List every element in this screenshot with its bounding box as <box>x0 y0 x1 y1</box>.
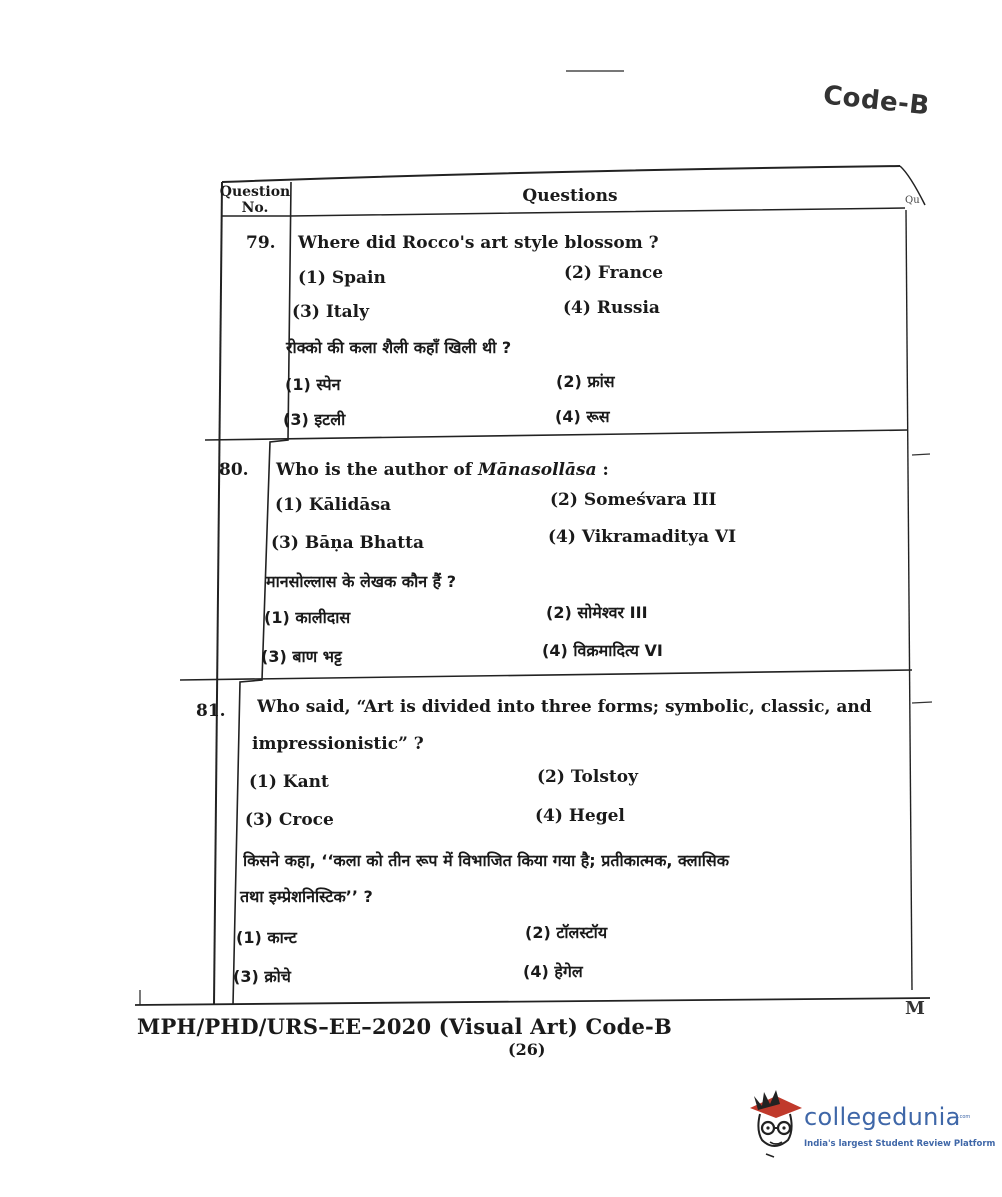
q80-text-title: Mānasollāsa <box>477 460 597 480</box>
question-81-text-line1: Who said, “Art is divided into three forms; symbolic, classic, and <box>257 697 872 717</box>
q80-hindi-option-4: (4) विक्रमादित्य VI <box>542 641 663 660</box>
q81-option-1: (1) Kant <box>249 772 329 792</box>
watermark-tagline: India's largest Student Review Platform <box>804 1139 996 1149</box>
q80-option-4: (4) Vikramaditya VI <box>548 527 737 547</box>
q81-hindi-option-4: (4) हेगेल <box>523 962 583 981</box>
q79-option-1: (1) Spain <box>298 268 386 288</box>
q81-option-3: (3) Croce <box>245 810 334 830</box>
q79-hindi-option-4: (4) रूस <box>555 407 610 426</box>
q79-hindi-option-1: (1) स्पेन <box>285 375 341 394</box>
question-80-hindi-text: मानसोल्लास के लेखक कौन हैं ? <box>266 572 457 591</box>
q81-hindi-option-2: (2) टॉलस्टॉय <box>525 923 608 942</box>
question-80-text <box>276 460 609 480</box>
q80-option-1: (1) Kālidāsa <box>275 495 392 515</box>
paper-code-label: Code-B <box>821 80 932 122</box>
watermark-brand: collegedunia <box>804 1103 961 1131</box>
q81-option-4: (4) Hegel <box>535 806 625 826</box>
adjacent-page-header-fragment: Qu <box>905 195 920 206</box>
mascot-icon <box>744 1090 806 1160</box>
question-79-hindi-text: रोक्को की कला शैली कहाँ खिली थी ? <box>286 338 512 357</box>
q81-hindi-option-3: (3) क्रोचे <box>233 967 291 986</box>
question-number-81: 81. <box>196 701 226 721</box>
q79-hindi-option-2: (2) फ्रांस <box>556 372 615 391</box>
q79-option-2: (2) France <box>564 263 664 283</box>
q79-option-4: (4) Russia <box>563 298 660 318</box>
q80-hindi-option-1: (1) कालीदास <box>264 608 351 627</box>
question-81-text-line2: impressionistic” ? <box>252 734 424 754</box>
q81-option-2: (2) Tolstoy <box>537 767 638 787</box>
column-header-question-no <box>219 184 291 216</box>
column-header-qno-line2: No. <box>241 200 269 216</box>
q80-text-suffix: : <box>596 460 609 480</box>
q80-option-3: (3) Bāṇa Bhatta <box>271 533 424 553</box>
column-header-questions: Questions <box>522 186 618 206</box>
column-header-qno-line1: Question <box>219 184 291 200</box>
q80-hindi-option-2: (2) सोमेश्वर III <box>546 603 648 622</box>
question-number-80: 80. <box>219 460 249 480</box>
q81-hindi-option-1: (1) कान्ट <box>236 928 297 947</box>
question-79-text: Where did Rocco's art style blossom ? <box>298 233 659 253</box>
q80-text-prefix: Who is the author of <box>276 460 478 480</box>
question-81-hindi-line1: किसने कहा, ‘‘कला को तीन रूप में विभाजित किया गया है; प्रतीकात्मक, क्लासिक <box>243 851 730 870</box>
question-number-79: 79. <box>246 233 276 253</box>
adjacent-page-footer-fragment: M <box>905 998 925 1019</box>
q80-option-2: (2) Someśvara III <box>550 490 717 510</box>
watermark-domain: .com <box>958 1114 971 1120</box>
exam-footer: MPH/PHD/URS–EE–2020 (Visual Art) Code-B <box>137 1014 672 1039</box>
question-81-hindi-line2: तथा इम्प्रेशनिस्टिक’’ ? <box>240 887 373 906</box>
q80-hindi-option-3: (3) बाण भट्ट <box>261 647 342 666</box>
q79-option-3: (3) Italy <box>292 302 369 322</box>
q79-hindi-option-3: (3) इटली <box>283 410 346 429</box>
page-number: (26) <box>508 1040 546 1059</box>
